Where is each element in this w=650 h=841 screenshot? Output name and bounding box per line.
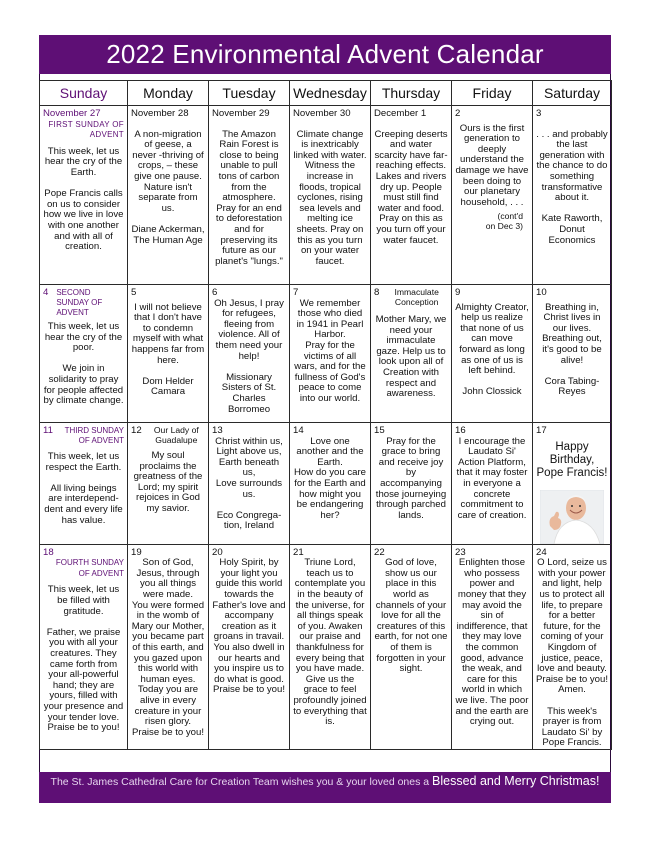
day-cell (452, 285, 533, 423)
day-text: I encourage the Laudato Si' Action Platform, that it may foster in everyone a concrete commitment to care of creation. (456, 435, 528, 521)
sunday-subtitle: FOURTH SUNDAY OF ADVENT (55, 558, 124, 578)
day-cell (533, 423, 612, 545)
weekday-wednesday: Wednesday (290, 81, 371, 106)
day-text: God of love, show us our place in this world as channels of your love for all the creatures of this earth, for not one of them is forgotten in your sight. (374, 557, 448, 675)
day-cell (371, 285, 452, 423)
footer-emphasis: Blessed and Merry Christmas! (432, 774, 600, 788)
day-text: The Amazon Rain Forest is close to being unable to pull tons of carbon from the atmosphere. Pray for an end to deforestation and for preserving its future as our planet's "lungs." (215, 128, 283, 267)
day-date: 14 (293, 425, 304, 436)
day-date: 16 (455, 425, 466, 436)
day-cell (40, 106, 128, 285)
week-row-4 (40, 544, 612, 749)
day-cell (290, 285, 371, 423)
day-cell (452, 544, 533, 749)
day-text: Christ within us, Light above us, Earth beneath us, Love surrounds us. Eco Congrega-tion, Ireland (215, 435, 283, 532)
weekday-friday: Friday (452, 81, 533, 106)
day-cell (371, 423, 452, 545)
day-text: I will not believe that I don't have to condemn myself with what happens far from here. Dom Helder Camara (131, 301, 205, 398)
day-date: 5 (131, 287, 137, 298)
day-text: Oh Jesus, I pray for refugees, fleeing from violence. All of them need your help! Missionary Sisters of St. Charles Borromeo (214, 297, 284, 415)
day-date: 20 (212, 546, 223, 558)
day-text: This week, let us hear the cry of the Earth. Pope Francis calls on us to consider how we live in love with one another and with all of creation. (43, 145, 124, 253)
week-row-3 (40, 423, 612, 545)
continued-note: (cont'd on Dec 3) (485, 211, 523, 231)
day-cell (128, 106, 209, 285)
day-date: 11 (43, 425, 53, 436)
day-text: O Lord, seize us with your power and light, help us to protect all life, to prepare for a better future, for the coming of your Kingdom of justice, peace, love and beauty. Praise be to you! Amen. This week's prayer is from Laudato Si' by Pope Francis. (536, 557, 608, 749)
day-cell (371, 106, 452, 285)
day-text: My soul proclaims the greatness of the Lord; my spirit rejoices in God my savior. (133, 450, 203, 514)
day-text: This week, let us respect the Earth. All living beings are interdepend-dent and every life has value. (44, 451, 123, 526)
day-cell (128, 423, 209, 545)
day-date: 22 (374, 546, 385, 558)
day-date: November 28 (131, 108, 189, 119)
day-text: Son of God, Jesus, through you all things were made. You were formed in the womb of Mary our Mother, you became part of this earth, and you gazed upon this world with human eyes. Today you are alive in every creature in your risen glory. Praise be to you! (131, 557, 205, 738)
footer-line: The St. James Cathedral Care for Creation Team wishes you & your loved ones a (50, 776, 430, 788)
day-text: Almighty Creator, help us realize that none of us can move forward as long as one of us is left behind. John Clossick (455, 301, 529, 398)
weekday-monday: Monday (128, 81, 209, 106)
day-date: 8 (374, 287, 380, 298)
day-text: Enlighten those who possess power and money that they may avoid the sin of indifference, that they may love the common good, advance the weak, and care for this world in which we live. The poor and the earth are crying out. (455, 557, 529, 728)
footer-greeting (39, 772, 611, 803)
day-cell (290, 544, 371, 749)
day-text: We remember those who died in 1941 in Pearl Harbor. Pray for the victims of all wars, and for the fullness of God's peace to come into our world. (294, 297, 366, 404)
day-date: 15 (374, 425, 385, 436)
day-date: 7 (293, 287, 299, 298)
pope-francis-photo (540, 490, 604, 544)
week-row-2 (40, 285, 612, 423)
day-date: 19 (131, 546, 142, 558)
day-cell (452, 106, 533, 285)
day-cell (533, 285, 612, 423)
birthday-message: Happy Birthday, Pope Francis! (536, 440, 608, 479)
day-cell (40, 285, 128, 423)
day-cell (128, 544, 209, 749)
day-cell (40, 544, 128, 749)
day-date: November 27 (43, 108, 101, 119)
day-date: 17 (536, 425, 547, 436)
day-cell (452, 423, 533, 545)
week-row-1 (40, 106, 612, 285)
day-text: Love one another and the Earth. How do you care for the Earth and how might you be endangering her? (294, 435, 366, 521)
day-date: 2 (455, 108, 461, 119)
weekday-saturday: Saturday (533, 81, 612, 106)
day-cell (533, 544, 612, 749)
day-date: 4 (43, 287, 49, 298)
day-cell (371, 544, 452, 749)
day-text: . . . and probably the last generation with the chance to do something transformative about it. Kate Raworth, Donut Economics (536, 128, 608, 246)
day-date: 3 (536, 108, 542, 119)
feast-name: Our Lady of Guadalupe (153, 425, 199, 445)
day-cell (209, 285, 290, 423)
day-text: Triune Lord, teach us to contemplate you in the beauty of the universe, for all things speak of you. Awaken our praise and thankfulness for every being that you have made. Give us the grace to feel profoundly joined to everything that is. (293, 557, 367, 728)
day-date: 12 (131, 425, 142, 436)
day-text: This week, let us hear the cry of the poor. We join in solidarity to pray for people affected by climate change. (43, 321, 124, 407)
day-text: Creeping deserts and water scarcity have far-reaching effects. Lakes and rivers dry up. People must still find water and food. Pray on this as you turn off your water faucet. (374, 128, 448, 246)
day-cell (209, 106, 290, 285)
day-cell (209, 423, 290, 545)
day-text: This week, let us be filled with gratitude. Father, we praise you with all your creatures. They came forth from your all-powerful hand; they are yours, filled with your presence and your tender love. Praise be to you! (43, 584, 124, 734)
day-date: 24 (536, 546, 547, 558)
day-cell (290, 106, 371, 285)
day-date: 18 (43, 546, 54, 558)
calendar-grid (39, 80, 612, 750)
day-cell (128, 285, 209, 423)
calendar-title: 2022 Environmental Advent Calendar (39, 35, 611, 74)
day-cell (533, 106, 612, 285)
day-date: November 30 (293, 108, 351, 119)
day-text: Pray for the grace to bring and receive joy by accompanying those journeying through parched lands. (375, 435, 447, 521)
day-date: 21 (293, 546, 304, 558)
day-date: 13 (212, 425, 223, 436)
day-date: December 1 (374, 108, 427, 119)
sunday-subtitle: FIRST SUNDAY OF ADVENT (48, 119, 124, 140)
day-text: Breathing in, Christ lives in our lives. Breathing out, it's good to be alive! Cora Tabing-Reyes (542, 301, 602, 398)
weekday-tuesday: Tuesday (209, 81, 290, 106)
day-date: 10 (536, 287, 547, 298)
sunday-subtitle: THIRD SUNDAY OF ADVENT (64, 426, 124, 445)
weekday-header-row (40, 81, 612, 106)
day-date: 23 (455, 546, 466, 558)
day-text: A non-migration of geese, a never -thriving of crops, – these give one pause. Nature isn't separate from us. Diane Ackerman, The Human Age (131, 128, 205, 246)
day-date: 6 (212, 287, 218, 298)
weekday-thursday: Thursday (371, 81, 452, 106)
day-text: Mother Mary, we need your immaculate gaze. Help us to look upon all of Creation with respect and awareness. (375, 314, 447, 400)
weekday-sunday: Sunday (40, 81, 128, 106)
sunday-subtitle: SECOND SUNDAY OF ADVENT (56, 288, 103, 317)
day-date: November 29 (212, 108, 270, 119)
day-cell (40, 423, 128, 545)
day-text: Ours is the first generation to deeply understand the damage we have been doing to our planetary household, . . . (455, 122, 529, 208)
day-text: Climate change is inextricably linked with water. Witness the increase in floods, tropical cyclones, rising sea levels and melting ice sheets. Pray on this as you turn on your water faucet. (293, 128, 367, 267)
day-cell (209, 544, 290, 749)
day-date: 9 (455, 287, 461, 298)
day-text: Holy Spirit, by your light you guide this world towards the Father's love and accompany creation as it groans in travail. You also dwell in our hearts and you inspire us to do what is good. Praise be to you! (212, 557, 286, 696)
feast-name: Immaculate Conception (394, 287, 439, 307)
day-cell (290, 423, 371, 545)
